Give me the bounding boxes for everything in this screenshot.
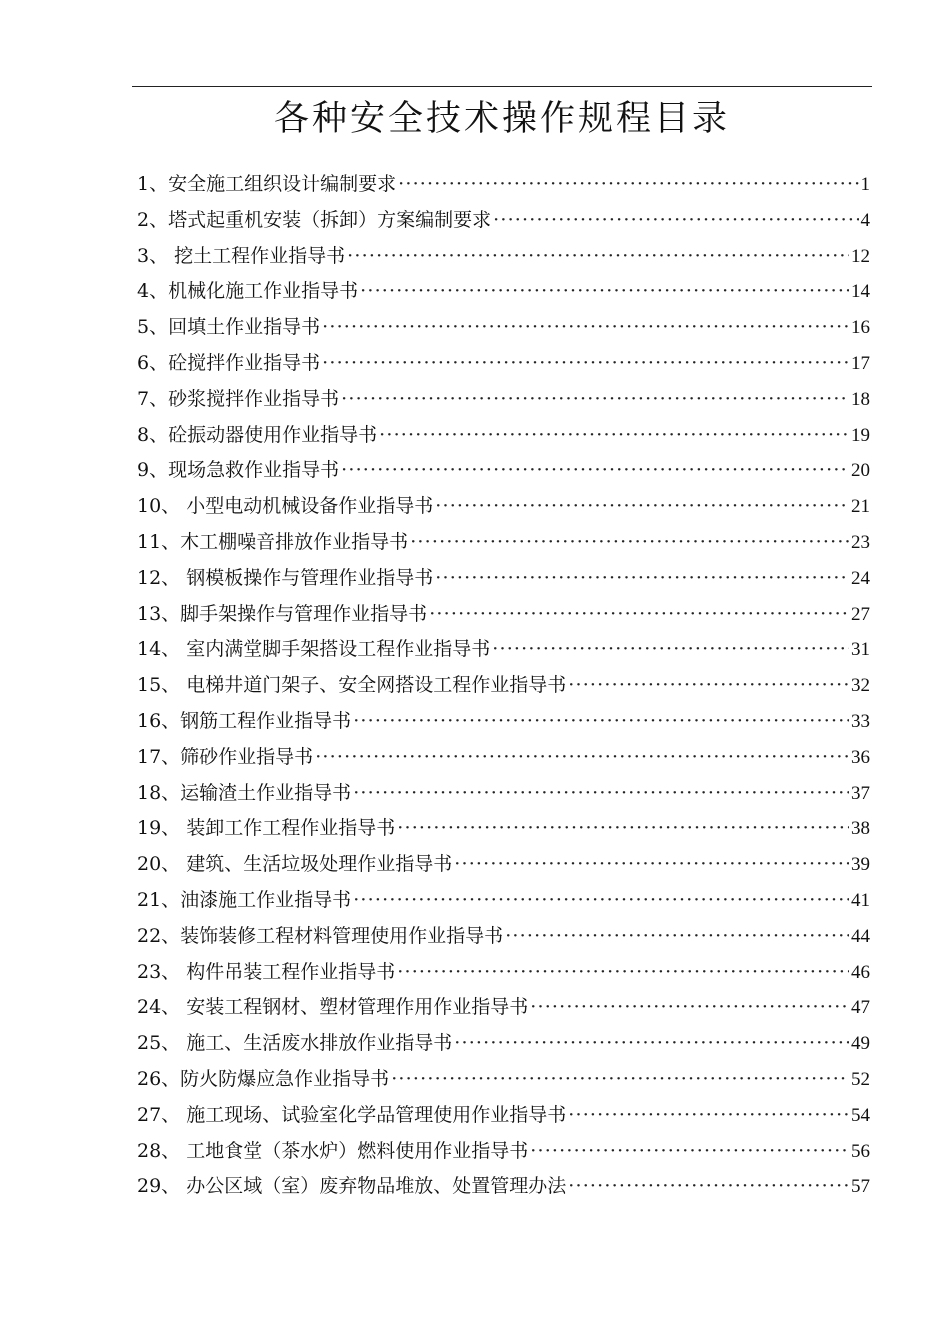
toc-entry-title: 16、钢筋工程作业指导书 xyxy=(137,709,352,732)
toc-page-number: 18 xyxy=(851,388,870,410)
toc-dot-leader xyxy=(492,632,849,668)
toc-dot-leader xyxy=(353,776,849,812)
toc-page-number: 20 xyxy=(851,460,870,482)
toc-dot-leader xyxy=(505,919,849,955)
toc-entry-title: 27、 施工现场、试验室化学品管理使用作业指导书 xyxy=(137,1103,567,1126)
toc-page-number: 39 xyxy=(851,854,870,876)
toc-dot-leader xyxy=(397,811,849,847)
toc-dot-leader xyxy=(410,525,849,561)
toc-entry[interactable] xyxy=(137,489,870,525)
toc-page-number: 44 xyxy=(851,925,870,947)
toc-dot-leader xyxy=(315,740,849,776)
toc-dot-leader xyxy=(398,167,858,203)
toc-entry-title: 23、 构件吊装工程作业指导书 xyxy=(137,960,396,983)
toc-entry[interactable] xyxy=(137,1062,870,1098)
toc-entry-title: 21、油漆施工作业指导书 xyxy=(137,888,352,911)
toc-page-number: 21 xyxy=(851,496,870,518)
toc-dot-leader xyxy=(454,1026,849,1062)
toc-entry[interactable] xyxy=(137,955,870,991)
toc-entry-title: 20、 建筑、生活垃圾处理作业指导书 xyxy=(137,853,453,876)
toc-entry-title: 10、 小型电动机械设备作业指导书 xyxy=(137,495,434,518)
toc-page-number: 33 xyxy=(851,710,870,732)
toc-entry-title: 17、筛砂作业指导书 xyxy=(137,745,314,768)
toc-dot-leader xyxy=(353,704,849,740)
toc-entry-title: 19、 装卸工作工程作业指导书 xyxy=(137,817,396,840)
toc-entry[interactable] xyxy=(137,740,870,776)
toc-entry[interactable] xyxy=(137,310,870,346)
toc-entry-title: 8、砼振动器使用作业指导书 xyxy=(137,423,378,446)
toc-page-number: 23 xyxy=(851,531,870,553)
toc-entry-title: 26、防火防爆应急作业指导书 xyxy=(137,1067,390,1090)
toc-dot-leader xyxy=(530,1134,849,1170)
toc-entry-title: 2、塔式起重机安装（拆卸）方案编制要求 xyxy=(137,208,492,231)
toc-entry-title: 12、 钢模板操作与管理作业指导书 xyxy=(137,566,434,589)
toc-entry[interactable] xyxy=(137,597,870,633)
toc-entry[interactable] xyxy=(137,811,870,847)
toc-entry[interactable] xyxy=(137,847,870,883)
toc-page-number: 24 xyxy=(851,567,870,589)
toc-entry[interactable] xyxy=(137,632,870,668)
toc-dot-leader xyxy=(341,453,849,489)
toc-dot-leader xyxy=(493,203,858,239)
toc-entry[interactable] xyxy=(137,1134,870,1170)
toc-dot-leader xyxy=(435,489,849,525)
toc-dot-leader xyxy=(568,1169,849,1205)
toc-page-number: 19 xyxy=(851,424,870,446)
toc-entry-title: 3、 挖土工程作业指导书 xyxy=(137,244,346,267)
toc-page-number: 41 xyxy=(851,889,870,911)
toc-entry[interactable] xyxy=(137,453,870,489)
toc-page-number: 14 xyxy=(851,281,870,303)
toc-page-number: 57 xyxy=(851,1176,870,1198)
toc-entry[interactable] xyxy=(137,776,870,812)
toc-entry[interactable] xyxy=(137,1098,870,1134)
toc-page-number: 12 xyxy=(851,245,870,267)
toc-dot-leader xyxy=(530,990,849,1026)
toc-entry[interactable] xyxy=(137,418,870,454)
toc-entry-title: 9、现场急救作业指导书 xyxy=(137,459,340,482)
toc-entry-title: 4、机械化施工作业指导书 xyxy=(137,280,359,303)
toc-entry-title: 14、 室内满堂脚手架搭设工程作业指导书 xyxy=(137,638,491,661)
toc-dot-leader xyxy=(454,847,849,883)
toc-dot-leader xyxy=(347,239,849,275)
toc-page-number: 31 xyxy=(851,639,870,661)
toc-page-number: 17 xyxy=(851,352,870,374)
toc-entry-title: 6、砼搅拌作业指导书 xyxy=(137,351,321,374)
toc-page-number: 49 xyxy=(851,1033,870,1055)
toc-entry-title: 25、 施工、生活废水排放作业指导书 xyxy=(137,1032,453,1055)
toc-dot-leader xyxy=(568,1098,849,1134)
toc-entry-title: 15、 电梯井道门架子、安全网搭设工程作业指导书 xyxy=(137,674,567,697)
toc-entry[interactable] xyxy=(137,274,870,310)
toc-page-number: 16 xyxy=(851,317,870,339)
toc-entry[interactable] xyxy=(137,382,870,418)
toc-dot-leader xyxy=(391,1062,849,1098)
toc-page-number: 54 xyxy=(851,1104,870,1126)
toc-page-number: 1 xyxy=(860,174,870,195)
toc-entry[interactable] xyxy=(137,561,870,597)
toc-page-number: 36 xyxy=(851,746,870,768)
toc-page-number: 38 xyxy=(851,818,870,840)
toc-entry[interactable] xyxy=(137,203,870,239)
toc-page-number: 47 xyxy=(851,997,870,1019)
toc-page-number: 4 xyxy=(860,209,870,231)
toc-page-number: 32 xyxy=(851,675,870,697)
toc-entry[interactable] xyxy=(137,1169,870,1205)
toc-entry-title: 11、木工棚噪音排放作业指导书 xyxy=(137,530,409,553)
toc-dot-leader xyxy=(322,310,849,346)
toc-entry[interactable] xyxy=(137,1026,870,1062)
toc-entry[interactable] xyxy=(137,525,870,561)
toc-page-number: 27 xyxy=(851,603,870,625)
document-title: 各种安全技术操作规程目录 xyxy=(273,99,730,139)
toc-dot-leader xyxy=(568,668,849,704)
header-rule xyxy=(132,86,872,87)
table-of-contents xyxy=(137,167,870,1205)
toc-entry-title: 22、装饰装修工程材料管理使用作业指导书 xyxy=(137,924,504,947)
toc-dot-leader xyxy=(360,274,849,310)
toc-entry[interactable] xyxy=(137,239,870,275)
toc-entry-title: 7、砂浆搅拌作业指导书 xyxy=(137,387,340,410)
toc-dot-leader xyxy=(322,346,849,382)
toc-entry[interactable] xyxy=(137,990,870,1026)
toc-page-number: 46 xyxy=(851,961,870,983)
toc-dot-leader xyxy=(435,561,849,597)
toc-dot-leader xyxy=(341,382,849,418)
toc-entry-title: 5、回填土作业指导书 xyxy=(137,316,321,339)
toc-entry-title: 1、安全施工组织设计编制要求 xyxy=(137,173,397,195)
toc-page-number: 56 xyxy=(851,1140,870,1162)
toc-entry-title: 29、 办公区域（室）废弃物品堆放、处置管理办法 xyxy=(137,1175,567,1198)
toc-entry[interactable] xyxy=(137,668,870,704)
toc-entry[interactable] xyxy=(137,167,870,203)
toc-page-number: 52 xyxy=(851,1068,870,1090)
toc-dot-leader xyxy=(429,597,849,633)
toc-page-number: 37 xyxy=(851,782,870,804)
toc-entry-title: 24、 安装工程钢材、塑材管理作用作业指导书 xyxy=(137,996,529,1019)
toc-entry-title: 28、 工地食堂（茶水炉）燃料使用作业指导书 xyxy=(137,1139,529,1162)
toc-entry[interactable] xyxy=(137,883,870,919)
toc-dot-leader xyxy=(397,955,849,991)
toc-dot-leader xyxy=(353,883,849,919)
toc-dot-leader xyxy=(379,418,849,454)
toc-entry[interactable] xyxy=(137,346,870,382)
toc-entry[interactable] xyxy=(137,704,870,740)
toc-entry-title: 13、脚手架操作与管理作业指导书 xyxy=(137,602,428,625)
toc-entry[interactable] xyxy=(137,919,870,955)
toc-entry-title: 18、运输渣土作业指导书 xyxy=(137,781,352,804)
